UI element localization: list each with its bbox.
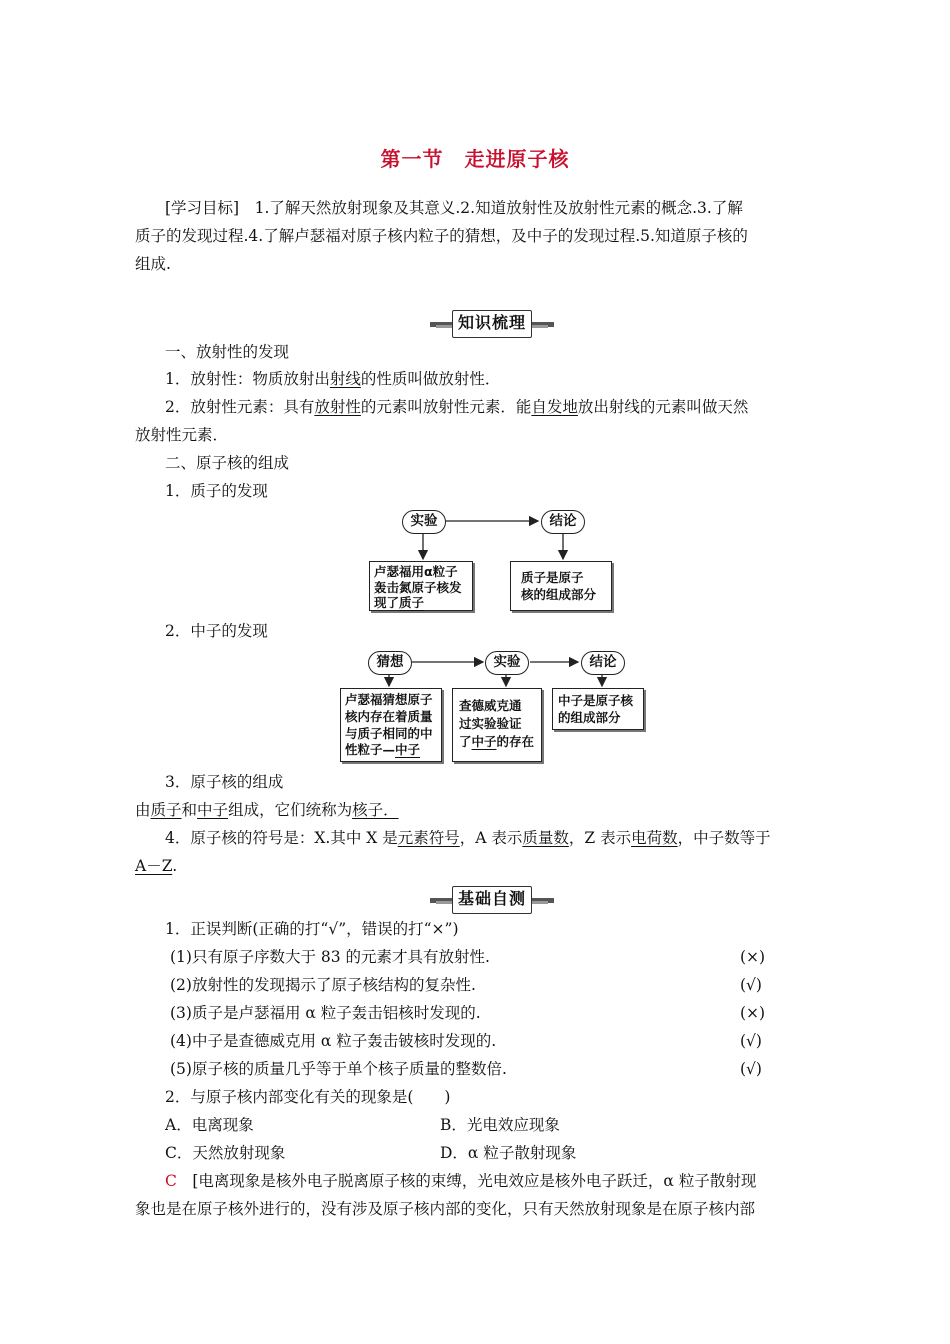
- page-title: 第一节 走进原子核: [380, 147, 570, 171]
- quiz-item: (3)质子是卢瑟福用 α 粒子轰击铝核时发现的.: [170, 1004, 481, 1022]
- pill-hypothesis: 猜想: [368, 651, 412, 675]
- box-neutron-conclusion: 中子是原子核 的组成部分: [552, 688, 644, 730]
- subheading-proton-discovery: 1．质子的发现: [165, 482, 268, 500]
- option-b: B．光电效应现象: [440, 1116, 560, 1134]
- quiz-item: (4)中子是查德威克用 α 粒子轰击铍核时发现的.: [170, 1032, 497, 1050]
- paragraph-radioactivity: 1．放射性：物质放射出射线的性质叫做放射性．: [165, 370, 501, 388]
- quiz-item-mark: (√): [740, 1060, 762, 1078]
- paragraph-nucleus-symbol: 4．原子核的符号是：X.其中 X 是元素符号，A 表示质量数，Z 表示电荷数，中子数等于: [165, 829, 771, 847]
- subheading-nucleus-composition: 3．原子核的组成: [165, 773, 284, 791]
- section-header-label: 知识梳理: [452, 310, 532, 338]
- objectives-line-1: [学习目标] 1.了解天然放射现象及其意义.2.知道放射性及放射性元素的概念.3.了解: [165, 199, 743, 217]
- quiz-item-mark: (×): [740, 948, 766, 966]
- pill-conclusion: 结论: [541, 510, 585, 534]
- pill-conclusion-2: 结论: [581, 651, 625, 675]
- paragraph-radioactive-element-cont: 放射性元素．: [135, 426, 229, 444]
- box-chadwick-experiment: 查德威克通 过实验验证 了中子的存在: [452, 688, 542, 762]
- heading-radioactivity: 一、放射性的发现: [165, 343, 290, 361]
- answer-explanation-cont: 象也是在原子核外进行的，没有涉及原子核内部的变化，只有天然放射现象是在原子核内部: [135, 1200, 756, 1218]
- answer-letter: C: [165, 1172, 177, 1190]
- objectives-line-3: 组成.: [135, 255, 171, 273]
- quiz-item-mark: (√): [740, 1032, 762, 1050]
- objectives-line-2: 质子的发现过程.4.了解卢瑟福对原子核内粒子的猜想，及中子的发现过程.5.知道原子核的: [135, 227, 748, 245]
- pill-experiment-2: 实验: [485, 651, 529, 675]
- quiz-item-mark: (×): [740, 1004, 766, 1022]
- subheading-neutron-discovery: 2．中子的发现: [165, 622, 268, 640]
- box-rutherford-hypothesis: 卢瑟福猜想原子 核内存在着质量 与质子相同的中 性粒子—中子: [340, 688, 442, 762]
- box-proton-conclusion: 质子是原子 核的组成部分: [510, 561, 612, 611]
- option-c: C．天然放射现象: [165, 1144, 286, 1162]
- paragraph-radioactive-element: 2．放射性元素：具有放射性的元素叫放射性元素．能自发地放出射线的元素叫做天然: [165, 398, 749, 416]
- heading-nucleus-composition: 二、原子核的组成: [165, 454, 290, 472]
- box-rutherford-proton: 卢瑟福用α粒子 轰击氮原子核发 现了质子: [369, 561, 473, 611]
- question-1: 1．正误判断(正确的打“√”，错误的打“×”): [165, 920, 459, 938]
- pill-experiment: 实验: [402, 510, 446, 534]
- answer-explanation: C [电离现象是核外电子脱离原子核的束缚，光电效应是核外电子跃迁，α 粒子散射现: [165, 1172, 757, 1190]
- option-d: D．α 粒子散射现象: [440, 1144, 577, 1162]
- quiz-item: (1)只有原子序数大于 83 的元素才具有放射性.: [170, 948, 490, 966]
- quiz-item-mark: (√): [740, 976, 762, 994]
- paragraph-nucleus-symbol-cont: A－Z.: [135, 857, 178, 875]
- section-header-self-test: [430, 886, 554, 914]
- question-2: 2．与原子核内部变化有关的现象是( ): [165, 1088, 451, 1106]
- quiz-item: (2)放射性的发现揭示了原子核结构的复杂性.: [170, 976, 476, 994]
- quiz-item: (5)原子核的质量几乎等于单个核子质量的整数倍.: [170, 1060, 507, 1078]
- option-a: A．电离现象: [165, 1116, 254, 1134]
- paragraph-composition: 由质子和中子组成，它们统称为核子．: [135, 801, 399, 819]
- section-header-label: 基础自测: [452, 886, 532, 914]
